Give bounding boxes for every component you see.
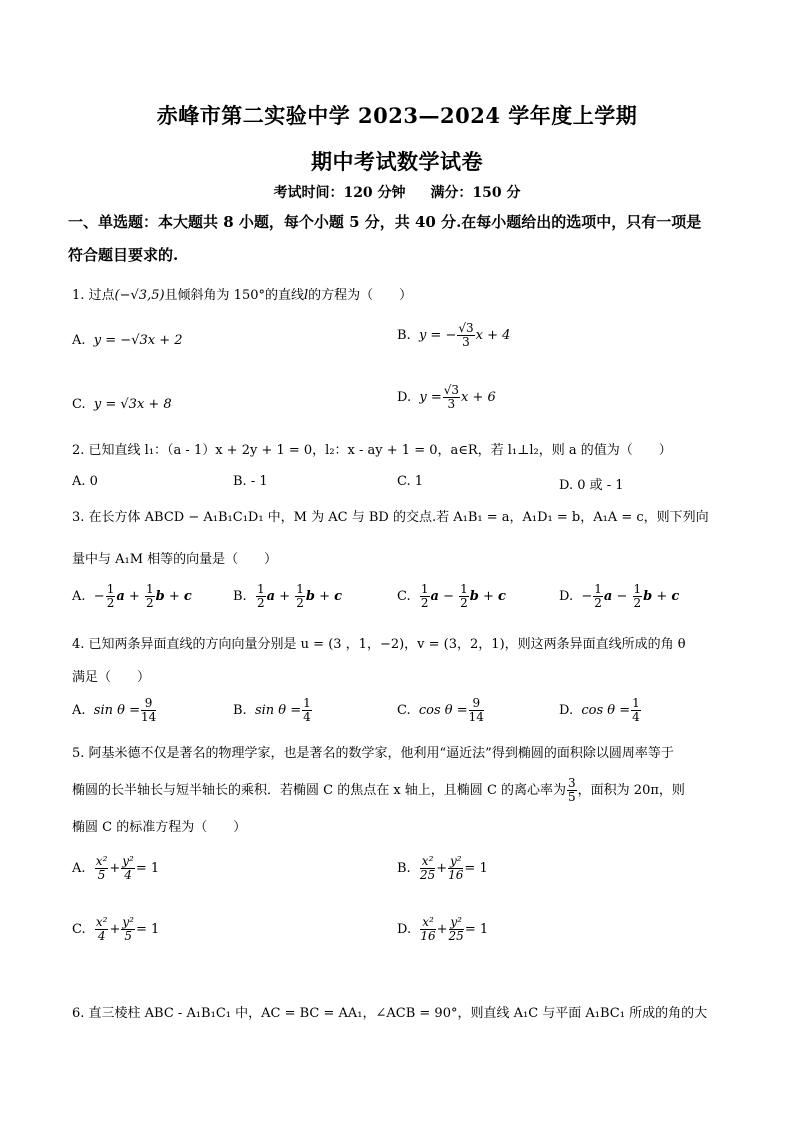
q5-option-c[interactable]: C. $\frac{\text{x²}}{4}$ + $\frac{\text{y²}}{5}$ = 1 (72, 915, 160, 944)
q2-option-b[interactable]: B. - 1 (233, 474, 268, 489)
q5-stem-line3: 椭圆 C 的标准方程为（ ） (72, 820, 247, 835)
exam-score: 满分：150 分 (430, 185, 521, 201)
section-heading-1: 一、单选题：本大题共 8 小题，每个小题 5 分，共 40 分.在每小题给出的选项中，只有一项是 (68, 213, 702, 231)
q2-option-a[interactable]: A. 0 (72, 474, 98, 489)
q1-option-c[interactable]: C. y = √3x + 8 (72, 397, 172, 412)
q3-option-c[interactable]: C. $\frac{1}{2}$ a − $\frac{1}{2}$ b + c (397, 582, 506, 611)
q5-option-d[interactable]: D. $\frac{\text{x²}}{16}$ + $\frac{\text{y²}}{25}$ = 1 (397, 915, 489, 944)
q1-option-d[interactable]: D. y = $\frac{√3}{3}$ x + 6 (397, 383, 496, 412)
q4-option-a[interactable]: A. sin θ = $\frac{9}{14}$ (72, 696, 157, 725)
q5-stem-line2: 椭圆的长半轴长与短半轴长的乘积．若椭圆 C 的焦点在 x 轴上，且椭圆 C 的离心率为 $\frac{3}{5}$ ，面积为 20π，则 (72, 775, 685, 804)
q3-stem-line2: 量中与 A₁M 相等的向量是（ ） (72, 552, 278, 567)
q2-option-d[interactable]: D. 0 或 - 1 (559, 478, 624, 493)
q1-point: (−√3,5) (114, 288, 165, 303)
q5-stem-line1: 5. 阿基米德不仅是著名的物理学家，也是著名的数学家，他利用“逼近法”得到椭圆的面积除以圆周率等于 (72, 746, 674, 761)
q4-option-d[interactable]: D. cos θ = $\frac{1}{4}$ (559, 696, 640, 725)
q1-stem: 1. 过点(−√3,5)且倾斜角为 150°的直线l的方程为（ ） (72, 288, 413, 303)
q3-option-a[interactable]: A. − $\frac{1}{2}$ a + $\frac{1}{2}$ b + c (72, 582, 192, 611)
q3-option-d[interactable]: D. − $\frac{1}{2}$ a − $\frac{1}{2}$ b + c (559, 582, 680, 611)
q1-option-b[interactable]: B. y = − $\frac{√3}{3}$ x + 4 (397, 321, 511, 350)
exam-title-line1: 赤峰市第二实验中学 2023—2024 学年度上学期 (156, 103, 638, 128)
q4-stem-line1: 4. 已知两条异面直线的方向向量分别是 u = (3 ，1，−2)，v = (3，2，1)，则这两条异面直线所成的角 θ (72, 637, 686, 652)
q2-option-c[interactable]: C. 1 (397, 474, 424, 489)
q5-option-a[interactable]: A. $\frac{\text{x²}}{5}$ + $\frac{\text{y²}}{4}$ = 1 (72, 854, 160, 883)
q4-option-b[interactable]: B. sin θ = $\frac{1}{4}$ (233, 696, 311, 725)
q5-option-b[interactable]: B. $\frac{\text{x²}}{25}$ + $\frac{\text{y²}}{16}$ = 1 (397, 854, 488, 883)
q3-stem-line1: 3. 在长方体 ABCD − A₁B₁C₁D₁ 中，M 为 AC 与 BD 的交点.若 A₁B₁ = a，A₁D₁ = b，A₁A = c，则下列向 (72, 510, 709, 525)
q3-option-b[interactable]: B. $\frac{1}{2}$ a + $\frac{1}{2}$ b + c (233, 582, 343, 611)
q1-option-a[interactable]: A. y = −√3x + 2 (72, 333, 183, 348)
q4-stem-line2: 满足（ ） (72, 670, 151, 685)
exam-meta (0, 182, 794, 202)
q4-option-c[interactable]: C. cos θ = $\frac{9}{14}$ (397, 696, 484, 725)
exam-time: 考试时间：120 分钟 (273, 185, 406, 201)
exam-title-line2: 期中考试数学试卷 (311, 149, 483, 174)
q2-stem: 2. 已知直线 l₁：（a - 1）x + 2y + 1 = 0，l₂：x - ay + 1 = 0，a∈R，若 l₁⊥l₂，则 a 的值为（ ） (72, 443, 672, 458)
q6-stem-line1: 6. 直三棱柱 ABC - A₁B₁C₁ 中，AC = BC = AA₁，∠ACB = 90°，则直线 A₁C 与平面 A₁BC₁ 所成的角的大 (72, 1006, 708, 1021)
section-heading-2: 符合题目要求的. (68, 246, 179, 264)
